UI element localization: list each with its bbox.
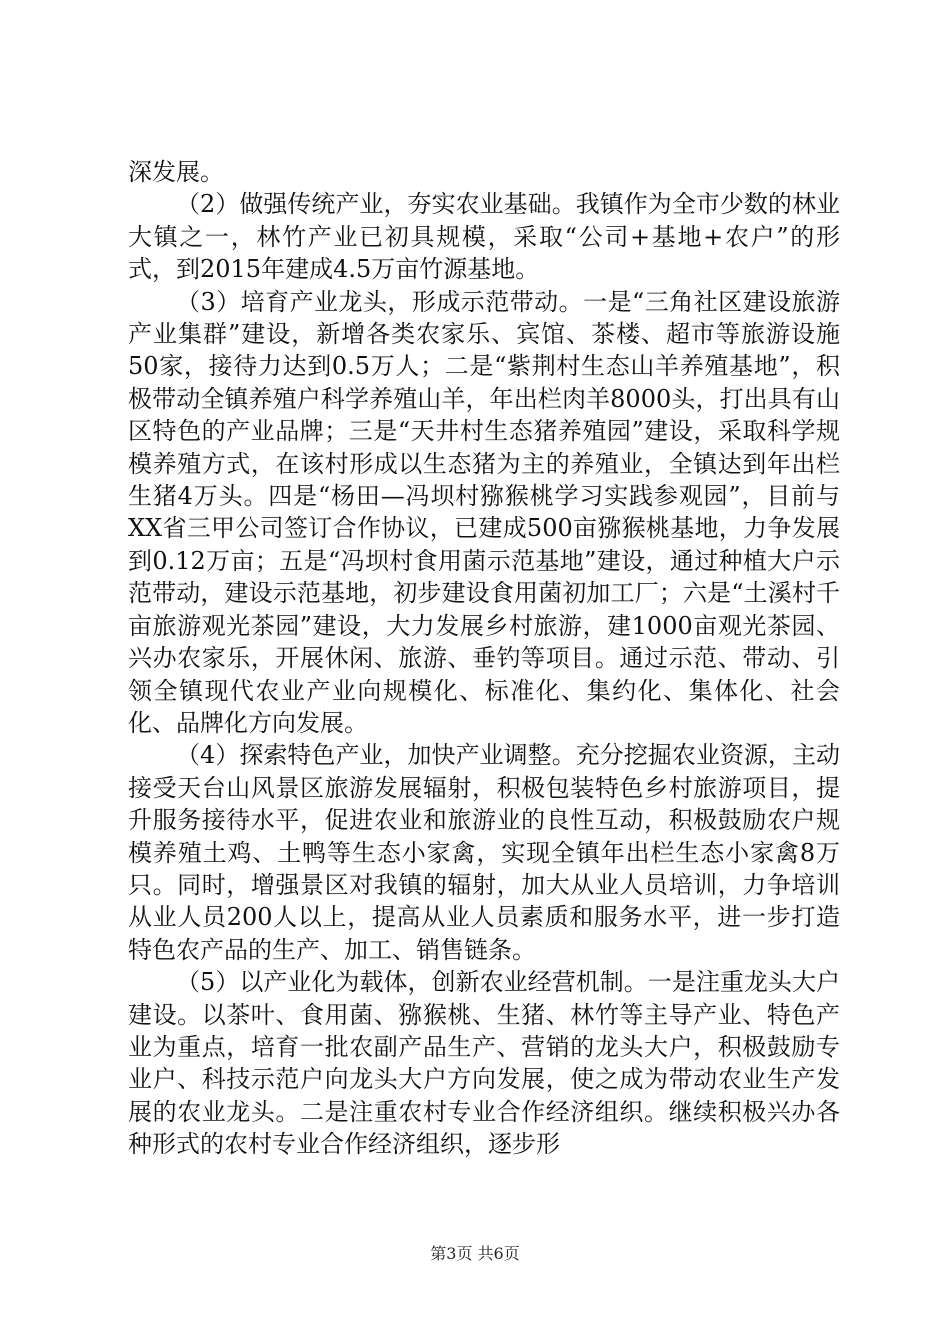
- document-body: [128, 156, 840, 1161]
- page-number-label: 第3页 共6页: [430, 1244, 520, 1263]
- paragraph-item-2: （2）做强传统产业，夯实农业基础。我镇作为全市少数的林业大镇之一，林竹产业已初具规模，采取“公司+基地+农户”的形式，到2015年建成4.5万亩竹源基地。: [128, 190, 840, 284]
- page-footer: [0, 1244, 950, 1264]
- paragraph-item-5: （5）以产业化为载体，创新农业经营机制。一是注重龙头大户建设。以茶叶、食用菌、猕猴桃、生猪、林竹等主导产业、特色产业为重点，培育一批农副产品生产、营销的龙头大户，积极鼓励专业户、科技示范户向龙头大户方向发展，使之成为带动农业生产发展的农业龙头。二是注重农村专业合作经济组织。继续积极兴办各种形式的农村专业合作经济组织，逐步形: [128, 968, 840, 1159]
- paragraph-item-3: （3）培育产业龙头，形成示范带动。一是“三角社区建设旅游产业集群”建设，新增各类农家乐、宾馆、茶楼、超市等旅游设施50家，接待力达到0.5万人；二是“紫荆村生态山羊养殖基地”，积极带动全镇养殖户科学养殖山羊，年出栏肉羊8000头，打出具有山区特色的产业品牌；三是“天井村生态猪养殖园”建设，采取科学规模养殖方式，在该村形成以生态猪为主的养殖业，全镇达到年出栏生猪4万头。四是“杨田—冯坝村猕猴桃学习实践参观园”，目前与XX省三甲公司签订合作协议，已建成500亩猕猴桃基地，力争发展到0.12万亩；五是“冯坝村食用菌示范基地”建设，通过种植大户示范带动，建设示范基地，初步建设食用菌初加工厂；六是“土溪村千亩旅游观光茶园”建设，大力发展乡村旅游，建1000亩观光茶园、兴办农家乐，开展休闲、旅游、垂钓等项目。通过示范、带动、引领全镇现代农业产业向规模化、标准化、集约化、集体化、社会化、品牌化方向发展。: [128, 287, 840, 737]
- paragraph-continuation: 深发展。: [128, 158, 224, 186]
- paragraph-item-4: （4）探索特色产业，加快产业调整。充分挖掘农业资源，主动接受天台山风景区旅游发展辐射，积极包装特色乡村旅游项目，提升服务接待水平，促进农业和旅游业的良性互动，积极鼓励农户规模养殖土鸡、土鸭等生态小家禽，实现全镇年出栏生态小家禽8万只。同时，增强景区对我镇的辐射，加大从业人员培训，力争培训从业人员200人以上，提高从业人员素质和服务水平，进一步打造特色农产品的生产、加工、销售链条。: [128, 741, 840, 964]
